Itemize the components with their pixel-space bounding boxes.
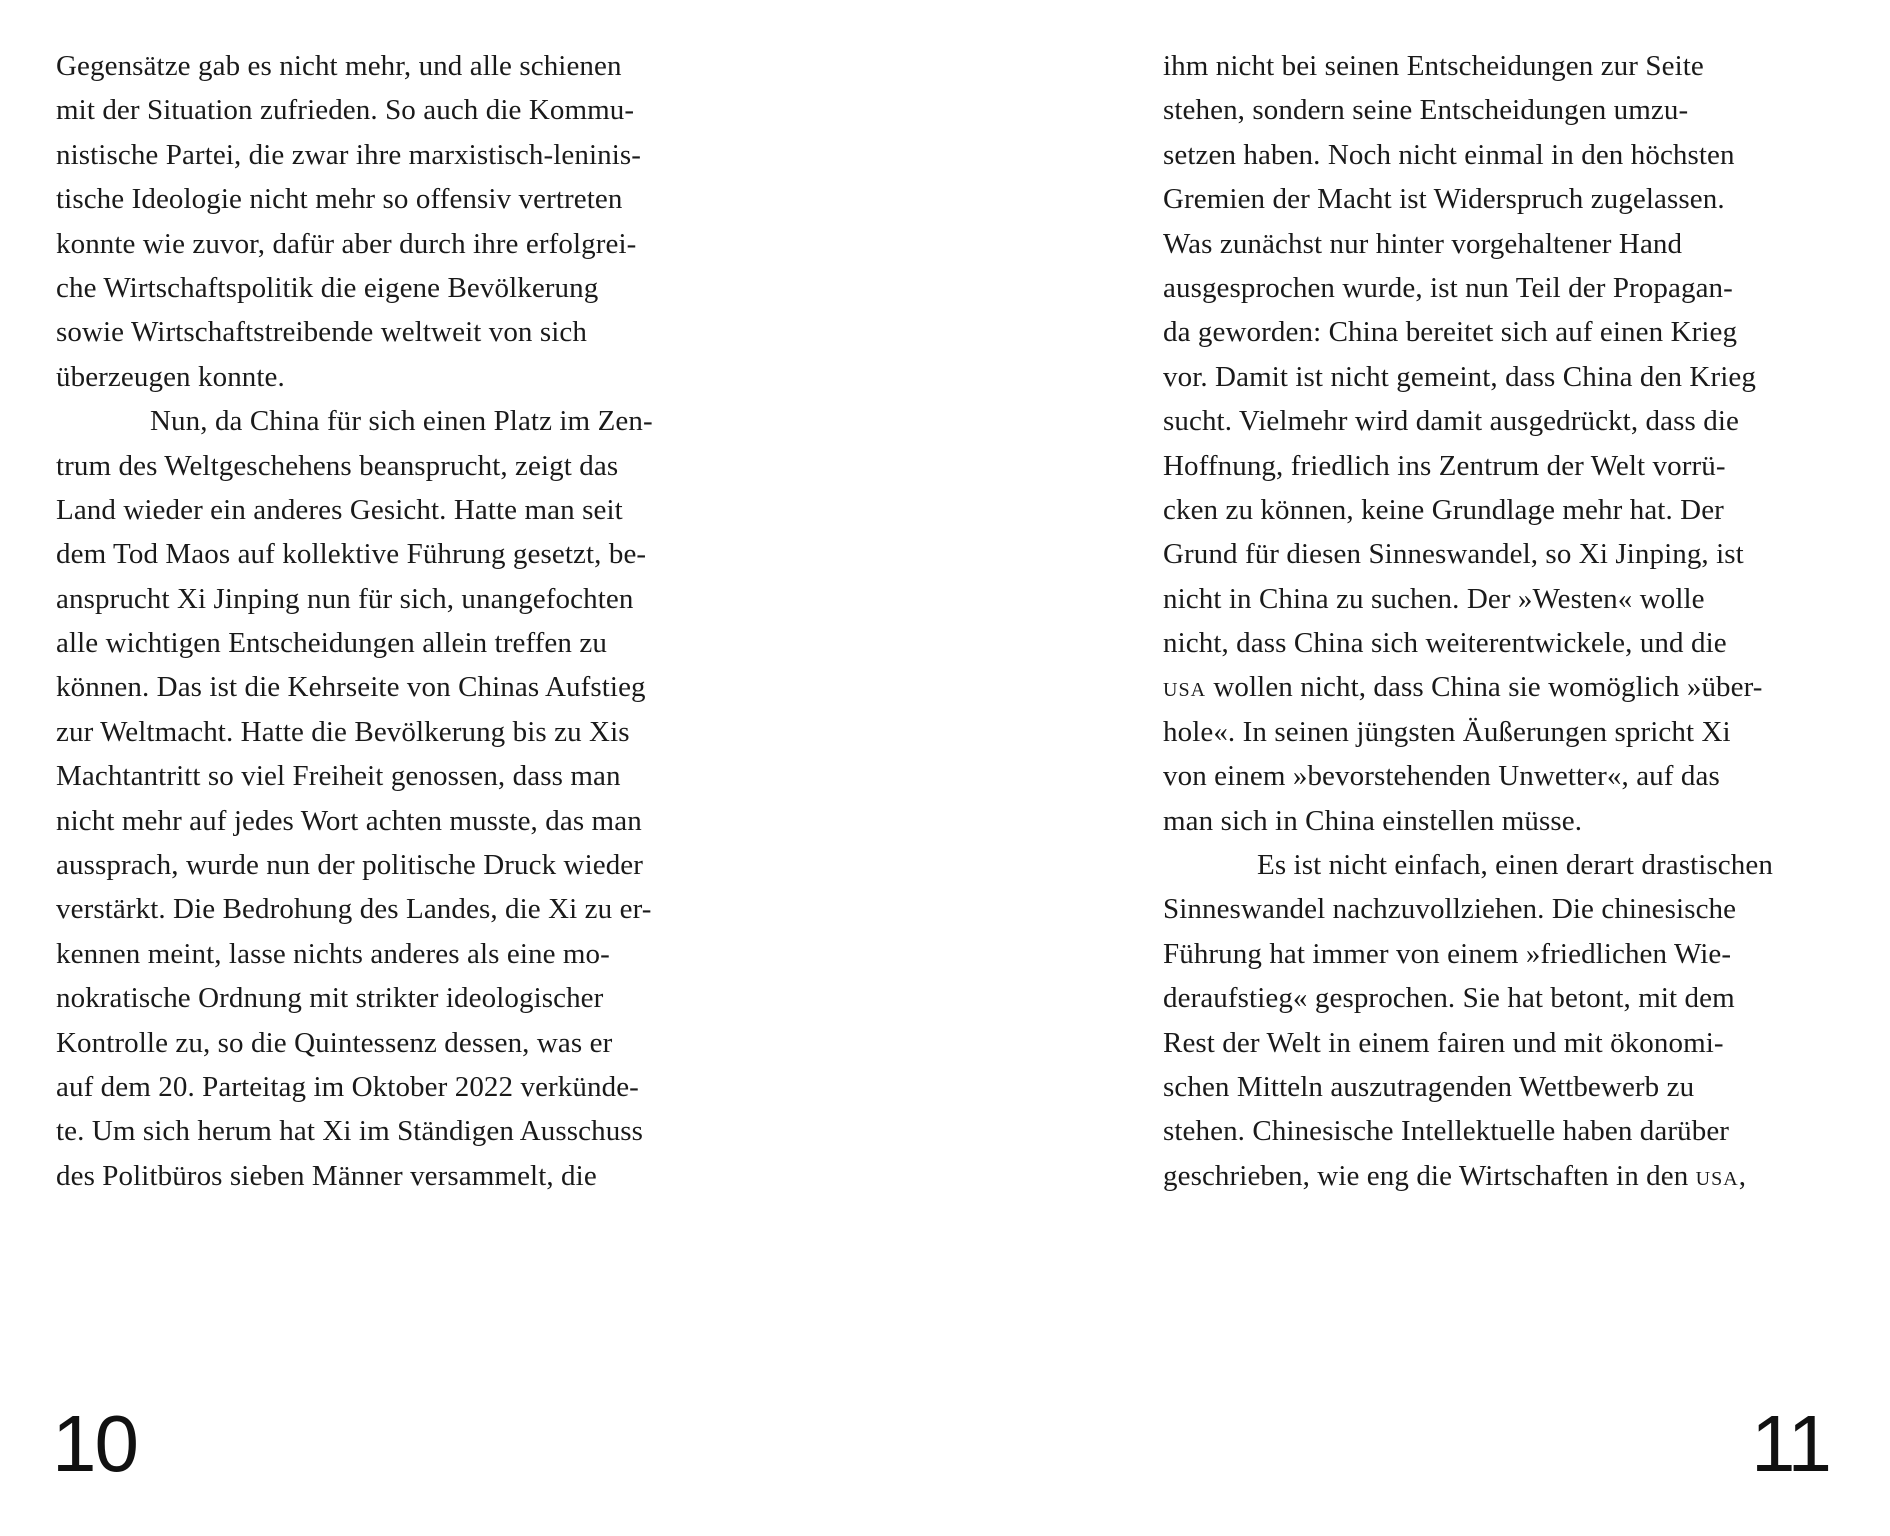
small-caps-abbreviation: usa [1163,671,1207,704]
text-line: vor. Damit ist nicht gemeint, dass China den Krieg [1163,360,1756,393]
text-line [1163,1154,1833,1198]
text-line: hole«. In seinen jüngsten Äußerungen spricht Xi [1163,715,1731,748]
text-line: Es ist nicht einfach, einen derart drastischen [1257,849,1773,882]
text-line: nistische Partei, die zwar ihre marxistisch-leninis- [56,138,642,171]
text-line: kennen meint, lasse nichts anderes als eine mo- [56,937,610,970]
text-line: auf dem 20. Parteitag im Oktober 2022 verkünde- [56,1070,639,1103]
text-line: nicht mehr auf jedes Wort achten musste, das man [56,804,642,837]
text-line: dem Tod Maos auf kollektive Führung gesetzt, be- [56,538,647,571]
text-line: sucht. Vielmehr wird damit ausgedrückt, dass die [1163,405,1739,438]
text-line: Gremien der Macht ist Widerspruch zugelassen. [1163,183,1725,216]
text-line: alle wichtigen Entscheidungen allein treffen zu [56,627,607,660]
text-line: trum des Weltgeschehens beansprucht, zeigt das [56,449,619,482]
text-line: tische Ideologie nicht mehr so offensiv vertreten [56,183,623,216]
text-line: können. Das ist die Kehrseite von Chinas Aufstieg [56,671,646,704]
small-caps-abbreviation: usa [1695,1159,1739,1192]
text-line: nicht, dass China sich weiterentwickele, und die [1163,627,1727,660]
text-line: Führung hat immer von einem »friedlichen Wie- [1163,937,1732,970]
right-page [945,0,1890,1536]
text-line: ansprucht Xi Jinping nun für sich, unangefochten [56,582,634,615]
page-number-right: 11 [1750,1399,1830,1488]
text-line: da geworden: China bereitet sich auf einen Krieg [1163,316,1738,349]
text-line: Kontrolle zu, so die Quintessenz dessen, was er [56,1026,613,1059]
left-page-text-column [56,44,724,1198]
text-line: konnte wie zuvor, dafür aber durch ihre erfolgrei- [56,227,637,260]
text-line: Hoffnung, friedlich ins Zentrum der Welt vorrü- [1163,449,1726,482]
text-line: nicht in China zu suchen. Der »Westen« wolle [1163,582,1705,615]
text-segment: , [1738,1159,1747,1192]
text-line: Sinneswandel nachzuvollziehen. Die chinesische [1163,893,1737,926]
text-line: des Politbüros sieben Männer versammelt, die [56,1159,597,1192]
text-line: sowie Wirtschaftstreibende weltweit von sich [56,316,588,349]
text-line [1163,665,1833,709]
text-line: setzen haben. Noch nicht einmal in den höchsten [1163,138,1735,171]
text-line: Grund für diesen Sinneswandel, so Xi Jinping, ist [1163,538,1744,571]
text-line: schen Mitteln auszutragenden Wettbewerb zu [1163,1070,1695,1103]
text-line: stehen, sondern seine Entscheidungen umzu- [1163,94,1689,127]
text-line: Was zunächst nur hinter vorgehaltener Hand [1163,227,1683,260]
text-line: zur Weltmacht. Hatte die Bevölkerung bis zu Xis [56,715,630,748]
text-line: verstärkt. Die Bedrohung des Landes, die Xi zu er- [56,893,652,926]
text-line: überzeugen konnte. [56,360,285,393]
text-line: man sich in China einstellen müsse. [1163,804,1583,837]
text-line: che Wirtschaftspolitik die eigene Bevölkerung [56,271,599,304]
text-line: te. Um sich herum hat Xi im Ständigen Ausschuss [56,1115,644,1148]
text-line: nokratische Ordnung mit strikter ideologischer [56,982,604,1015]
text-line: stehen. Chinesische Intellektuelle haben darüber [1163,1115,1730,1148]
text-segment: geschrieben, wie eng die Wirtschaften in den [1163,1159,1696,1192]
page-number-left: 10 [52,1399,137,1488]
text-line: Gegensätze gab es nicht mehr, und alle schienen [56,50,622,82]
text-line: mit der Situation zufrieden. So auch die Kommu- [56,94,635,127]
text-line: ihm nicht bei seinen Entscheidungen zur Seite [1163,50,1704,82]
text-line: Land wieder ein anderes Gesicht. Hatte man seit [56,493,623,526]
text-line: ausgesprochen wurde, ist nun Teil der Propagan- [1163,271,1733,304]
text-line: Rest der Welt in einem fairen und mit ökonomi- [1163,1026,1724,1059]
text-line: von einem »bevorstehenden Unwetter«, auf das [1163,760,1720,793]
text-line: Nun, da China für sich einen Platz im Zen- [150,405,653,438]
text-segment: wollen nicht, dass China sie womöglich »über- [1206,671,1763,704]
text-line: aussprach, wurde nun der politische Druck wieder [56,849,644,882]
text-line: deraufstieg« gesprochen. Sie hat betont, mit dem [1163,982,1735,1015]
text-line: cken zu können, keine Grundlage mehr hat. Der [1163,493,1724,526]
text-line: Machtantritt so viel Freiheit genossen, dass man [56,760,621,793]
right-page-text-column [1163,44,1833,1198]
